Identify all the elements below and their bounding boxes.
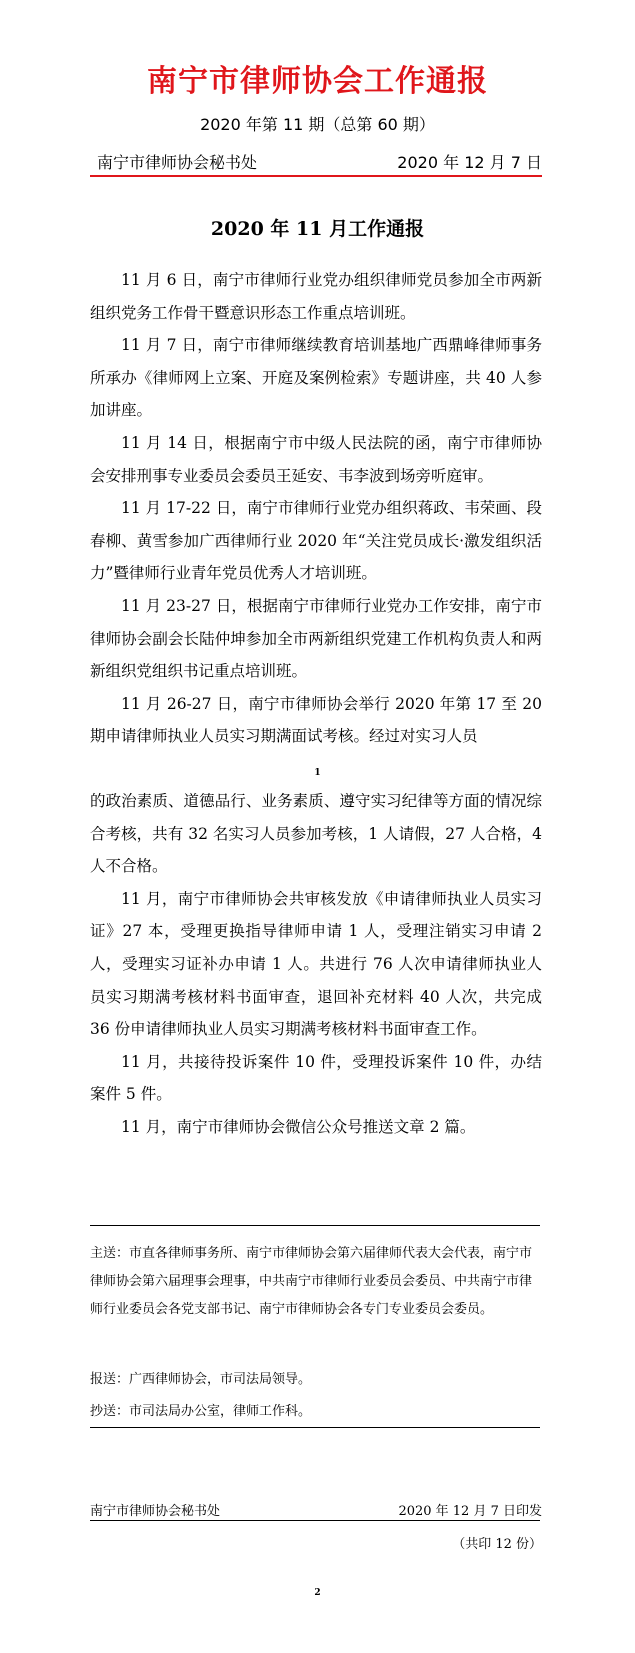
paragraph: 11 月 23-27 日，根据南宁市律师行业党办工作安排，南宁市律师协会副会长陆仲坤参加全市两新组织党建工作机构负责人和两新组织党组织书记重点培训班。 bbox=[90, 596, 542, 681]
distribution-main bbox=[90, 1240, 542, 1324]
issuer: 南宁市律师协会秘书处 bbox=[97, 153, 258, 172]
paragraph: 11 月 7 日，南宁市律师继续教育培训基地广西鼎峰律师事务所承办《律师网上立案、开庭及案例检索》专题讲座，共 40 人参加讲座。 bbox=[90, 336, 542, 420]
report-title: 2020 年 11 月工作通报 bbox=[210, 218, 425, 240]
page-number: 2 bbox=[314, 1588, 321, 1598]
paragraph: 11 月 14 日，根据南宁市中级人民法院的函，南宁市律师协会安排刑事专业委员会委员王延安、韦李波到场旁听庭审。 bbox=[90, 433, 542, 485]
distribution-report bbox=[90, 1366, 542, 1394]
issue-date: 2020 年 12 月 7 日 bbox=[397, 153, 542, 172]
page1-body bbox=[90, 264, 542, 753]
paragraph: 11 月，南宁市律师协会微信公众号推送文章 2 篇。 bbox=[121, 1117, 476, 1136]
copies-count: （共印 12 份） bbox=[452, 1537, 542, 1552]
paragraph: 11 月，南宁市律师协会共审核发放《申请律师执业人员实习证》27 本，受理更换指导律师申请 1 人，受理注销实习申请 2 人，受理实习证补办申请 1 人。共进行 76 人次申请律师执业人员实习期满考核材料书面审查，退回补充材料 40 人次，共完成 36 份申请律师执业人员实习期满考核材料书面审查工作。 bbox=[90, 889, 542, 1039]
footer-issuer: 南宁市律师协会秘书处 bbox=[90, 1504, 221, 1519]
main-recipients-label: 主送： bbox=[90, 1246, 130, 1261]
paragraph: 11 月 6 日，南宁市律师行业党办组织律师党员参加全市两新组织党务工作骨干暨意识形态工作重点培训班。 bbox=[90, 271, 542, 322]
distribution-divider bbox=[90, 1225, 540, 1226]
paragraph: 11 月，共接待投诉案件 10 件，受理投诉案件 10 件，办结案件 5 件。 bbox=[90, 1052, 542, 1104]
footer-print-date: 2020 年 12 月 7 日印发 bbox=[398, 1504, 542, 1519]
red-divider bbox=[90, 175, 542, 177]
bulletin-title: 南宁市律师协会工作通报 bbox=[147, 64, 488, 99]
main-recipients: 市直各律师事务所、南宁市律师协会第六届律师代表大会代表，南宁市律师协会第六届理事会理事，中共南宁市律师行业委员会委员、中共南宁市律师行业委员会各党支部书记、南宁市律师协会各专门专业委员会委员。 bbox=[90, 1246, 533, 1317]
distribution-cc bbox=[90, 1398, 542, 1426]
report-to-label: 报送： bbox=[90, 1372, 130, 1387]
paragraph: 11 月 26-27 日，南宁市律师协会举行 2020 年第 17 至 20 期申请律师执业人员实习期满面试考核。经过对实习人员 bbox=[90, 694, 542, 746]
cc-recipients: 市司法局办公室，律师工作科。 bbox=[129, 1404, 312, 1419]
footer-divider bbox=[90, 1520, 540, 1521]
paragraph-continuation: 的政治素质、道德品行、业务素质、遵守实习纪律等方面的情况综合考核，共有 32 名实习人员参加考核，1 人请假，27 人合格，4 人不合格。 bbox=[90, 792, 542, 876]
issue-number: 2020 年第 11 期（总第 60 期） bbox=[200, 115, 435, 134]
page-number: 1 bbox=[314, 768, 321, 778]
cc-divider bbox=[90, 1427, 540, 1428]
paragraph: 11 月 17-22 日，南宁市律师行业党办组织蒋政、韦荣画、段春柳、黄雪参加广西律师行业 2020 年“关注党员成长·激发组织活力”暨律师行业青年党员优秀人才培训班。 bbox=[90, 499, 542, 583]
report-to: 广西律师协会，市司法局领导。 bbox=[129, 1372, 312, 1387]
cc-label: 抄送： bbox=[90, 1404, 130, 1419]
page2-body bbox=[90, 785, 542, 1144]
